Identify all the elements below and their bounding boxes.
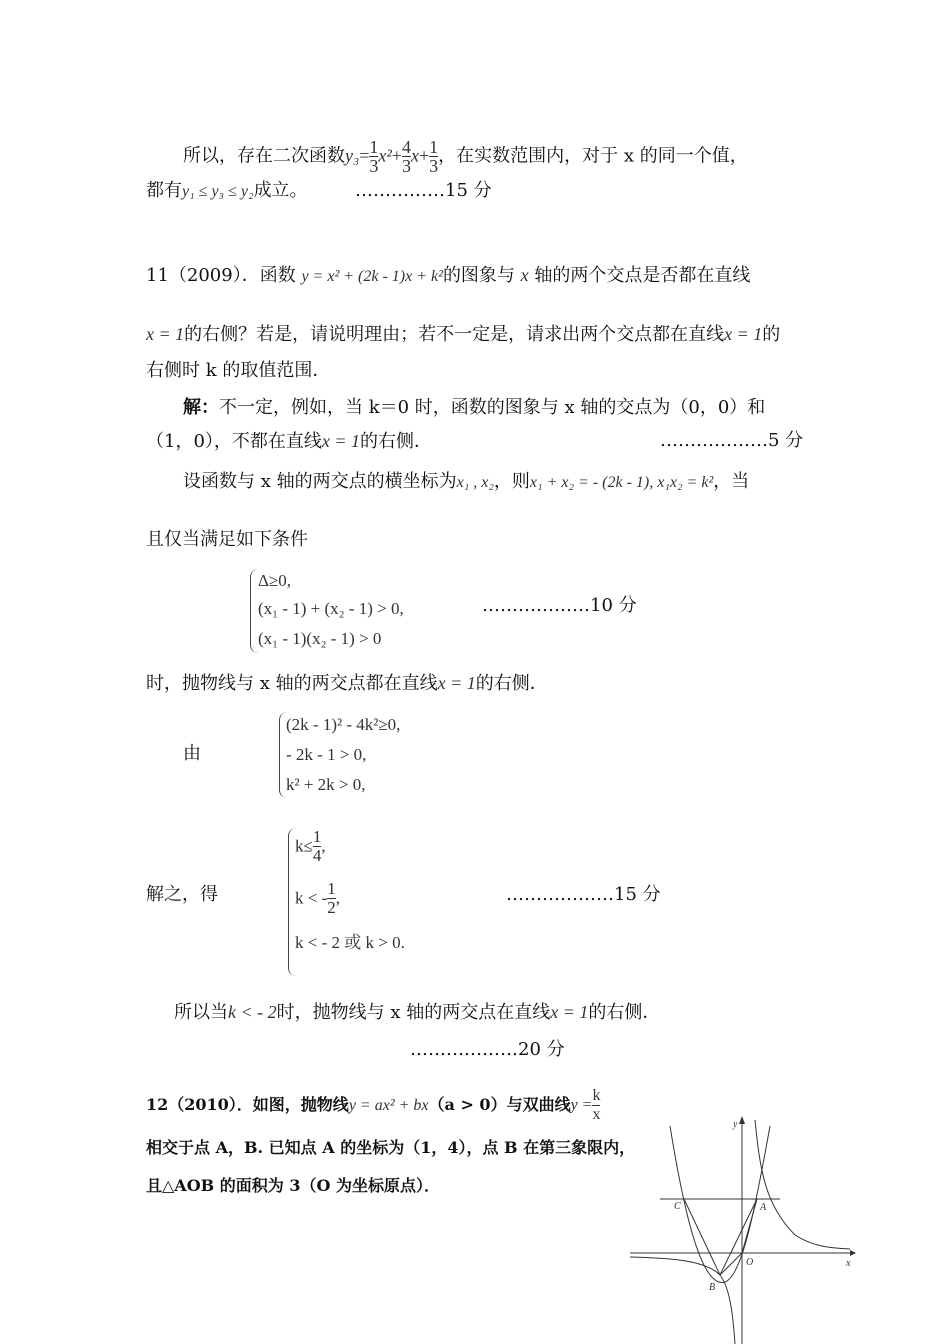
label-y: y xyxy=(733,1119,738,1130)
x-axis-arrow xyxy=(850,1250,856,1256)
math-plus: + xyxy=(418,145,430,166)
text: ，当 xyxy=(713,471,750,492)
by-label: 由 xyxy=(183,743,201,764)
label-O: O xyxy=(746,1257,754,1268)
p11-line2 xyxy=(146,322,780,347)
text: ，则 xyxy=(493,471,530,492)
text: 所以，存在二次函数 xyxy=(183,145,345,167)
score-15-b: ………………15 分 xyxy=(506,884,661,905)
label-x: x xyxy=(846,1258,851,1269)
math-y3: y₃ xyxy=(345,145,360,166)
frac-k-x xyxy=(592,1087,600,1124)
result-2: k < - $\frac{1}{2}$ , xyxy=(295,879,340,917)
text: 时，抛物线与 x 轴的两交点都在直线 xyxy=(146,673,438,694)
math-x-eq-1: x = 1 xyxy=(146,324,185,344)
text: 设函数与 x 轴的两交点的横坐标为 xyxy=(183,471,457,492)
text: 的右侧． xyxy=(475,673,548,694)
math-x-eq-1: x = 1 xyxy=(321,431,361,451)
result-3: k < - 2 或 k > 0. xyxy=(295,933,405,952)
num: 1 xyxy=(312,827,322,846)
text: 时，抛物线与 x 轴的两交点在直线 xyxy=(276,1002,551,1023)
text: 11（2009）．函数 xyxy=(146,265,296,286)
text: k < - xyxy=(295,888,328,908)
text: 不一定，例如，当 k＝0 时，函数的图象与 x 轴的交点为（0，0）和 xyxy=(219,397,766,418)
math-x: x xyxy=(410,145,419,166)
text: 的图象与 xyxy=(442,265,515,286)
p12-line3: 且△AOB 的面积为 3（O 为坐标原点）． xyxy=(146,1176,440,1195)
label-C: C xyxy=(674,1201,681,1212)
score-15-a: ……………15 分 xyxy=(355,180,492,201)
sys-1: (2k - 1)² - 4k²≥0, xyxy=(286,715,401,734)
math-hyp-y: y = xyxy=(570,1096,593,1114)
text: ，在实数范围内，对于 x 的同一个值， xyxy=(438,145,748,167)
num: 1 xyxy=(327,879,336,898)
label-A: A xyxy=(760,1202,767,1213)
math-x-eq-1: x = 1 xyxy=(550,1002,589,1022)
math-func: y = x² + (2k - 1)x + k² xyxy=(301,268,443,285)
label-B: B xyxy=(709,1282,716,1293)
text: 都有 xyxy=(146,180,182,201)
text: 所以当 xyxy=(174,1002,228,1023)
cond-1: Δ≥0, xyxy=(258,571,292,590)
den: 3 xyxy=(401,156,411,176)
score-20: ………………20 分 xyxy=(410,1039,565,1060)
frac-4-3 xyxy=(402,138,411,175)
math-vieta: x₁ + x₂ = - (2k - 1), x₁x₂ = k² xyxy=(529,474,714,491)
num: 1 xyxy=(429,137,439,157)
p12-head xyxy=(146,1087,600,1124)
text: （1，0），不都在直线 xyxy=(146,431,322,452)
text: 的右侧． xyxy=(360,431,433,452)
math-x1x2: x₁ , x₂ xyxy=(456,474,494,491)
p11-final xyxy=(174,1000,660,1025)
p11-then xyxy=(146,671,548,696)
sys-2: - 2k - 1 > 0, xyxy=(286,745,367,764)
math-x: x xyxy=(520,265,529,285)
p11-set1 xyxy=(183,470,749,495)
math-x-eq-1: x = 1 xyxy=(724,324,763,344)
p10-line2 xyxy=(146,179,308,204)
cond-3: (x₁ - 1)(x₂ - 1) > 0 xyxy=(258,629,382,648)
text: 的右侧． xyxy=(588,1002,661,1023)
math-eq: = xyxy=(359,145,370,166)
math-plus: + xyxy=(391,145,402,166)
den: 3 xyxy=(429,156,439,176)
math-x2: x² xyxy=(378,145,392,166)
text: 的 xyxy=(762,324,781,345)
text: 12（2010）．如图，抛物线 xyxy=(146,1095,349,1114)
math-parabola: y = ax² + bx xyxy=(348,1097,429,1114)
p11-head xyxy=(146,263,750,289)
frac-1-3b xyxy=(429,138,438,175)
num: 1 xyxy=(369,137,379,157)
solution-label: 解： xyxy=(183,397,219,418)
y-axis-arrow xyxy=(739,1116,745,1124)
p11-sol1 xyxy=(183,396,765,420)
den: 3 xyxy=(369,156,379,176)
p11-sol2 xyxy=(146,429,432,454)
den: 2 xyxy=(327,898,336,917)
score-5: ………………5 分 xyxy=(660,430,804,451)
score-10: ………………10 分 xyxy=(482,595,637,616)
frac-1-2 xyxy=(327,880,336,917)
segment-CB xyxy=(684,1199,720,1275)
math-k-lt-neg2: k < - 2 xyxy=(228,1002,277,1022)
result-1: k≤ $\frac{1}{4}$ , xyxy=(295,827,326,865)
math-ineq: y₁ ≤ y₃ ≤ y₂ xyxy=(182,183,254,200)
p10-line1 xyxy=(183,138,748,175)
math-x-eq-1: x = 1 xyxy=(437,673,476,693)
figure-parabola-hyperbola xyxy=(620,1110,860,1344)
cond-2: (x₁ - 1) + (x₂ - 1) > 0, xyxy=(258,599,404,618)
text: 的右侧？若是，请说明理由；若不一定是，请求出两个交点都在直线 xyxy=(184,324,725,345)
sys-3: k² + 2k > 0, xyxy=(286,775,366,794)
p12-line2: 相交于点 A，B. 已知点 A 的坐标为（1，4），点 B 在第三象限内， xyxy=(146,1138,636,1157)
hyperbola-q3 xyxy=(630,1257,735,1344)
p11-line3: 右侧时 k 的取值范围． xyxy=(146,360,331,381)
hyperbola-q1 xyxy=(755,1120,850,1249)
text: （a > 0）与双曲线 xyxy=(428,1095,571,1114)
den: 4 xyxy=(312,846,322,865)
text: 成立。 xyxy=(253,180,308,201)
num: k xyxy=(592,1087,601,1104)
text: k≤ xyxy=(295,836,313,856)
solve-label: 解之，得 xyxy=(146,884,218,905)
num: 4 xyxy=(401,137,411,157)
p11-set2: 且仅当满足如下条件 xyxy=(146,529,308,550)
den: x xyxy=(592,1106,601,1123)
text: 轴的两个交点是否都在直线 xyxy=(534,265,751,286)
